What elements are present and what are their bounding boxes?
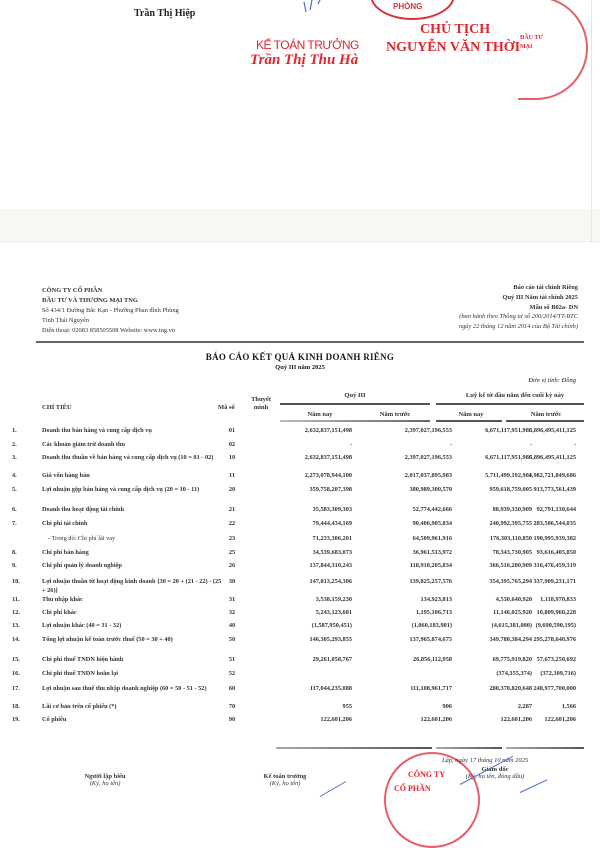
row-number: 6.	[12, 506, 17, 513]
header-rule	[436, 403, 584, 405]
report-note1: (ban hành theo Thông tư số 200/2014/TT-BTC	[459, 313, 578, 321]
row-label: Các khoản giảm trừ doanh thu	[42, 441, 126, 448]
row-value: 5,711,499,192,981	[485, 472, 532, 479]
row-value: (4,615,381,000)	[491, 622, 532, 629]
row-label: Chi phí thuế TNDN hoãn lại	[42, 670, 118, 677]
row-code: 21	[228, 506, 236, 513]
row-number: 12.	[12, 609, 20, 616]
row-number: 14.	[12, 636, 20, 643]
director-sign-note: (Ký, họ tên, đóng dấu)	[465, 773, 525, 780]
row-value: 137,965,874,675	[409, 636, 452, 643]
row-value: 6,671,117,951,986	[485, 427, 532, 434]
row-label: Tổng lợi nhuận kế toán trước thuế (50 = 30 + 40)	[42, 636, 173, 643]
header-this-year: Năm nay	[307, 411, 333, 418]
row-code: 10	[228, 454, 236, 461]
row-value: 69,775,919,820	[492, 656, 532, 663]
row-value: 366,516,200,909	[489, 562, 532, 569]
header-last-year-ytd: Năm trước	[530, 411, 562, 418]
table-bottom-rule	[276, 747, 432, 749]
row-value: 2,632,837,151,498	[304, 454, 352, 461]
row-label: Chi phí tài chính	[42, 520, 88, 527]
preparer-sign-note: (Ký, họ tên)	[89, 780, 121, 787]
row-label: Thu nhập khác	[42, 596, 83, 603]
row-value: 35,583,309,303	[312, 506, 352, 513]
company-stamp-top	[370, 0, 455, 20]
row-value: 2,397,027,196,553	[404, 427, 452, 434]
row-value: 52,774,442,666	[412, 506, 452, 513]
report-meta-line1: Báo cáo tài chính Riêng	[513, 284, 578, 291]
row-value: 71,233,306,201	[312, 535, 352, 542]
row-code: 70	[228, 703, 236, 710]
row-code: 51	[228, 656, 236, 663]
row-value: 5,243,123,681	[315, 609, 352, 616]
row-code: 30	[228, 578, 236, 585]
company-contact: Điện thoại: 02083 858505508 Website: www.tng.vn	[42, 327, 175, 334]
row-value: 93,616,405,850	[536, 549, 576, 556]
row-value: 913,773,561,439	[533, 486, 576, 493]
chairman-title: CHỦ TỊCH	[420, 22, 491, 37]
header-rule	[436, 420, 502, 422]
row-number: 19.	[12, 716, 20, 723]
row-code: 40	[228, 622, 236, 629]
unit-label: Đơn vị tính: Đồng	[528, 377, 576, 384]
row-value: 4,982,721,849,686	[528, 472, 576, 479]
director-title: Giám đốc	[481, 766, 509, 773]
row-value: 90,406,905,834	[412, 520, 452, 527]
row-value: 248,977,700,000	[533, 685, 576, 692]
row-label: Doanh thu thuần về bán hàng và cung cấp dịch vụ (10 = 01 - 02)	[42, 454, 214, 461]
row-number: 16.	[12, 670, 20, 677]
director-block	[440, 766, 550, 780]
row-value: 2,632,837,151,498	[304, 427, 352, 434]
row-label: Doanh thu hoạt động tài chính	[42, 506, 125, 513]
row-label: Chi phí bán hàng	[42, 549, 89, 556]
row-value: 5,896,495,411,125	[529, 454, 576, 461]
row-code: 23	[228, 535, 236, 542]
row-value: 280,378,820,648	[489, 685, 532, 692]
row-value: 146,305,293,855	[309, 636, 352, 643]
row-value: (374,355,374)	[496, 670, 532, 677]
row-number: 8.	[12, 549, 17, 556]
chief-accountant-title: KẾ TOÁN TRƯỞNG	[256, 38, 359, 52]
row-label: Lãi cơ bản trên cổ phiếu (*)	[42, 703, 117, 710]
row-value: 316,476,459,319	[533, 562, 576, 569]
row-value: 380,989,300,570	[409, 486, 452, 493]
row-number: 4.	[12, 472, 17, 479]
row-number: 17.	[12, 685, 20, 692]
preparer-block	[60, 773, 150, 787]
header-code: Mã số	[218, 404, 235, 411]
row-value: 6,671,117,951,986	[485, 454, 532, 461]
row-label: Doanh thu bán hàng và cung cấp dịch vụ	[42, 427, 152, 434]
report-subtitle: Quý III năm 2025	[275, 364, 325, 371]
row-number: 10.	[12, 578, 20, 585]
report-date: Lập, ngày 17 tháng 10 năm 2025	[441, 757, 529, 764]
row-number: 3.	[12, 454, 17, 461]
row-code: 20	[228, 486, 236, 493]
row-value: 906	[442, 703, 452, 710]
row-value: 354,395,765,294	[489, 578, 532, 585]
stamp-fragment-line: ĐẦU TƯ	[520, 35, 544, 41]
report-meta	[459, 283, 578, 332]
row-number: 13.	[12, 622, 20, 629]
header-note: Thuyết minh	[251, 396, 271, 411]
row-value: 122,601,206	[320, 716, 352, 723]
row-value: 139,825,257,576	[409, 578, 452, 585]
stamp-bottom-line1: CÔNG TY	[408, 770, 445, 779]
row-number: 9.	[12, 562, 17, 569]
row-value: (9,690,590,195)	[535, 622, 576, 629]
row-value: 176,303,110,850	[489, 535, 532, 542]
row-value: -	[349, 441, 352, 448]
report-note2: ngày 22 tháng 12 năm 2014 của Bộ Tài chính)	[458, 323, 578, 331]
row-value: 1,195,106,713	[415, 609, 452, 616]
row-value: 117,044,235,088	[309, 685, 352, 692]
row-value: 122,601,206	[420, 716, 452, 723]
row-label: Lợi nhuận thuần từ hoạt động kinh doanh {30 = 20 + (21 - 22) - (25 + 26)}	[42, 578, 222, 594]
header-rule	[280, 420, 430, 422]
row-label: - Trong đó: Chi phí lãi vay	[48, 535, 116, 542]
row-label: Lợi nhuận sau thuế thu nhập doanh nghiệp (60 = 50 - 51 - 52)	[42, 685, 207, 692]
signature-scribble	[300, 0, 340, 14]
accountant-sign-note: (Ký, họ tên)	[269, 780, 301, 787]
row-value: 92,791,130,644	[536, 506, 576, 513]
row-number: 7.	[12, 520, 17, 527]
row-value: 11,146,025,920	[492, 609, 532, 616]
row-label: Lợi nhuận gộp bán hàng và cung cấp dịch vụ (20 = 10 - 11)	[42, 486, 200, 493]
row-value: 1,118,970,833	[540, 596, 576, 603]
preparer-name: Trần Thị Hiệp	[134, 8, 196, 19]
row-value: (1,060,183,901)	[411, 622, 452, 629]
row-value: -	[573, 441, 576, 448]
report-form: Mẫu số B02a- DN	[529, 303, 578, 311]
row-value: 349,780,384,294	[489, 636, 532, 643]
table-bottom-rule	[506, 747, 584, 749]
row-value: 64,509,961,916	[412, 535, 452, 542]
row-label: Chi phí thuế TNDN hiện hành	[42, 656, 124, 663]
accountant-block	[240, 773, 330, 787]
row-value: 2,017,037,895,983	[404, 472, 452, 479]
row-value: 1,566	[561, 703, 576, 710]
header-last-year: Năm trước	[379, 411, 411, 418]
row-value: 57,673,250,692	[536, 656, 576, 663]
row-code: 60	[228, 685, 236, 692]
row-value: (372,309,716)	[540, 670, 576, 677]
row-value: 3,538,159,230	[315, 596, 352, 603]
row-code: 11	[229, 472, 235, 479]
row-value: 2,273,078,944,100	[304, 472, 352, 479]
report-title: BÁO CÁO KẾT QUẢ KINH DOANH RIÊNG	[205, 352, 395, 362]
row-value: -	[529, 441, 532, 448]
row-label: Chi phí quản lý doanh nghiệp	[42, 562, 122, 569]
row-value: 337,909,231,171	[533, 578, 576, 585]
row-value: 88,939,330,909	[492, 506, 532, 513]
row-code: 32	[228, 609, 236, 616]
row-number: 15.	[12, 656, 20, 663]
row-label: Cổ phiếu	[42, 716, 67, 723]
header-group-quarter: Quý III	[344, 392, 366, 399]
page-gap	[0, 210, 600, 242]
row-label: Chi phí khác	[42, 609, 77, 616]
row-value: 955	[342, 703, 352, 710]
company-info	[42, 286, 179, 336]
row-value: 79,444,434,169	[312, 520, 352, 527]
row-value: 111,108,961,717	[410, 685, 452, 692]
row-value: 122,601,206	[544, 716, 576, 723]
report-meta-line2: Quý III Năm tài chính 2025	[502, 293, 578, 301]
chairman-name: NGUYỄN VĂN THỜI	[386, 40, 521, 55]
row-value: 29,261,058,767	[312, 656, 352, 663]
row-code: 26	[228, 562, 236, 569]
row-value: 5,896,495,411,125	[529, 427, 576, 434]
row-label: Giá vốn hàng bán	[42, 472, 90, 479]
row-label: Lợi nhuận khác (40 = 31 - 32)	[42, 622, 122, 629]
row-value: 78,343,730,905	[492, 549, 532, 556]
chief-accountant-name: Trần Thị Thu Hà	[250, 52, 359, 68]
row-code: 22	[228, 520, 236, 527]
row-value: 122,601,206	[500, 716, 532, 723]
stamp-fragment-line: MẠI	[520, 44, 533, 50]
stamp-text: PHÒNG	[393, 2, 423, 11]
previous-page-fragment	[0, 0, 588, 210]
header-group-ytd: Luỹ kế từ đầu năm đến cuối kỳ này	[465, 392, 565, 399]
row-value: 959,618,759,005	[489, 486, 532, 493]
row-value: 36,961,513,972	[412, 549, 452, 556]
row-value: 26,856,112,958	[412, 656, 452, 663]
row-value: 240,992,395,755	[489, 520, 532, 527]
header-divider	[36, 341, 584, 343]
row-value: 118,910,205,834	[409, 562, 452, 569]
header-rule	[506, 420, 584, 422]
row-code: 02	[228, 441, 236, 448]
row-code: 50	[228, 636, 236, 643]
company-line1: CÔNG TY CỔ PHẦN	[42, 287, 103, 294]
row-number: 2.	[12, 441, 17, 448]
row-number: 11.	[12, 596, 20, 603]
row-value: 34,539,683,073	[312, 549, 352, 556]
company-address: Số 434/1 Đường Bắc Kạn - Phường Phan đình Phùng	[42, 307, 179, 314]
row-value: 147,813,254,306	[309, 578, 352, 585]
row-code: 25	[228, 549, 236, 556]
row-code: 01	[228, 427, 236, 434]
row-value: (1,587,950,451)	[311, 622, 352, 629]
row-number: 18.	[12, 703, 20, 710]
header-this-year-ytd: Năm nay	[458, 411, 484, 418]
row-value: 137,844,310,243	[309, 562, 352, 569]
company-stamp-right	[518, 0, 588, 100]
row-value: 359,758,207,398	[309, 486, 352, 493]
row-value: 283,506,544,035	[533, 520, 576, 527]
row-value: 190,995,939,382	[533, 535, 576, 542]
row-code: 31	[228, 596, 236, 603]
row-code: 90	[228, 716, 236, 723]
preparer-title: Người lập biểu	[84, 773, 126, 780]
stamp-bottom-line2: CỔ PHẦN	[394, 784, 431, 793]
table-bottom-rule	[436, 747, 502, 749]
header-item: CHỈ TIÊU	[42, 404, 72, 411]
row-value: 295,278,640,976	[533, 636, 576, 643]
header-rule	[280, 403, 430, 405]
accountant-title: Kế toán trưởng	[263, 773, 307, 780]
row-value: 2,397,027,196,553	[404, 454, 452, 461]
row-number: 1.	[12, 427, 17, 434]
company-line2: ĐẦU TƯ VÀ THƯƠNG MẠI TNG	[42, 297, 138, 304]
row-code: 52	[228, 670, 236, 677]
row-number: 5.	[12, 486, 17, 493]
row-value: 2,287	[517, 703, 532, 710]
row-value: 134,923,813	[420, 596, 452, 603]
row-value: -	[449, 441, 452, 448]
company-province: Tỉnh Thái Nguyên	[42, 317, 90, 324]
row-value: 4,530,640,920	[495, 596, 532, 603]
row-value: 10,809,960,228	[536, 609, 576, 616]
